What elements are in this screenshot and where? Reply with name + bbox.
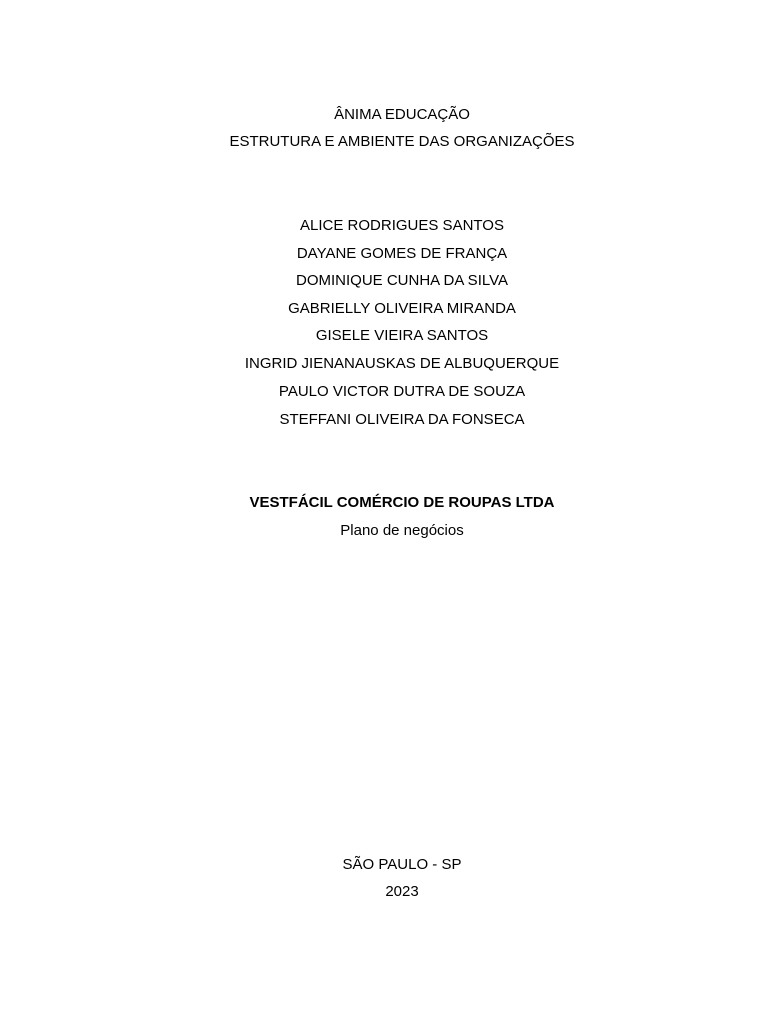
author-name: GISELE VIEIRA SANTOS bbox=[315, 327, 489, 344]
author-name: PAULO VICTOR DUTRA DE SOUZA bbox=[278, 383, 526, 400]
work-subtitle: Plano de negócios bbox=[340, 522, 464, 539]
author-name: DOMINIQUE CUNHA DA SILVA bbox=[296, 272, 508, 289]
author-name: INGRID JIENANAUSKAS DE ALBUQUERQUE bbox=[244, 355, 560, 372]
author-name: DAYANE GOMES DE FRANÇA bbox=[296, 245, 508, 262]
author-name: GABRIELLY OLIVEIRA MIRANDA bbox=[288, 300, 516, 317]
course-name: ESTRUTURA E AMBIENTE DAS ORGANIZAÇÕES bbox=[229, 133, 575, 150]
author-name: ALICE RODRIGUES SANTOS bbox=[300, 217, 504, 234]
location: SÃO PAULO - SP bbox=[342, 856, 462, 873]
institution-name: ÂNIMA EDUCAÇÃO bbox=[334, 106, 470, 123]
work-title: VESTFÁCIL COMÉRCIO DE ROUPAS LTDA bbox=[249, 494, 555, 511]
author-name: STEFFANI OLIVEIRA DA FONSECA bbox=[279, 411, 525, 428]
year: 2023 bbox=[385, 883, 419, 900]
